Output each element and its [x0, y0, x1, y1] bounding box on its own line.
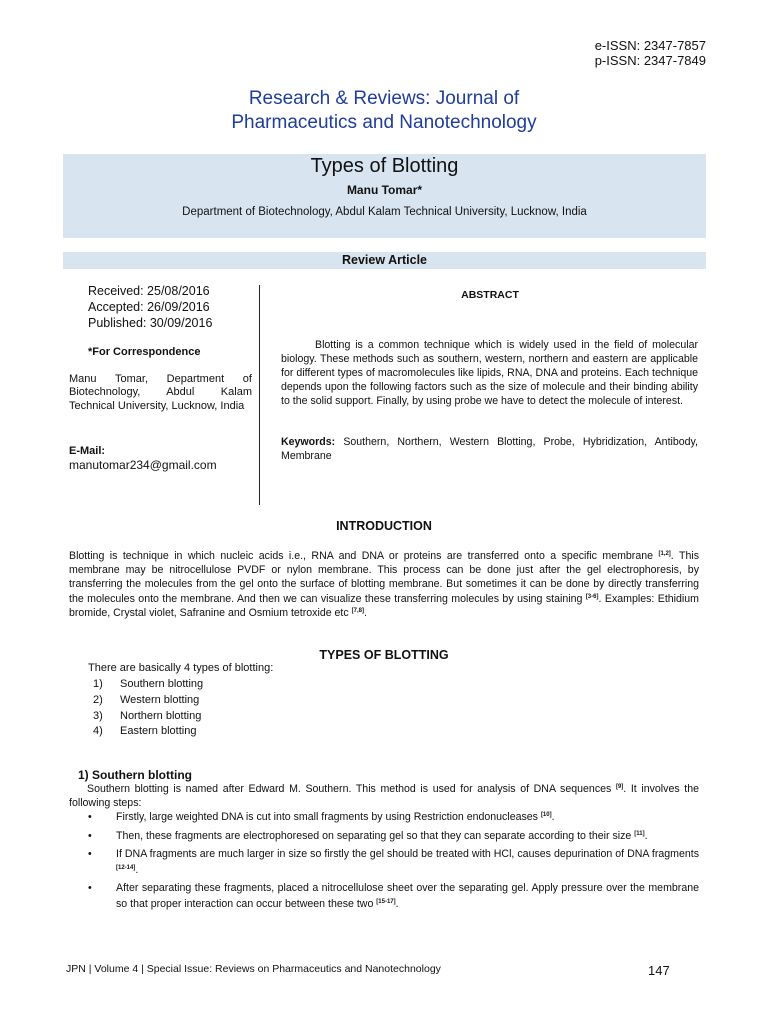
article-author: Manu Tomar* — [346, 183, 423, 197]
list-number: 2) — [93, 693, 103, 706]
intro-text-4: . — [363, 606, 367, 619]
step-text: Then, these fragments are electrophoresed on separating gel so that they can separate according to their size — [116, 829, 632, 842]
accepted-date: Accepted: 26/09/2016 — [88, 300, 210, 314]
author-affiliation: Department of Biotechnology, Abdul Kalam Technical University, Lucknow, India — [182, 206, 587, 218]
southern-text-2: . It involves the following steps: — [69, 783, 700, 810]
southern-text-1: Southern blotting is named after Edward M. Southern. This method is used for analysis of DNA sequences — [87, 783, 612, 795]
citation: [10] — [540, 812, 552, 818]
list-label: Northern blotting — [120, 709, 202, 722]
bullet-icon: • — [88, 848, 92, 861]
journal-title-line1: Research & Reviews: Journal of — [248, 88, 520, 109]
issn-block — [595, 38, 706, 68]
list-item — [93, 724, 203, 740]
abstract-heading: ABSTRACT — [461, 289, 519, 301]
list-number: 4) — [93, 725, 103, 738]
types-intro: There are basically 4 types of blotting: — [88, 662, 274, 674]
step-text: Firstly, large weighted DNA is cut into small fragments by using Restriction endonucleases — [116, 811, 538, 823]
citation: [3-6] — [585, 593, 599, 600]
article-dates — [88, 283, 212, 331]
bullet-icon: • — [88, 811, 92, 823]
types-heading: TYPES OF BLOTTING — [319, 648, 449, 662]
introduction-paragraph — [69, 549, 699, 620]
step-text: If DNA fragments are much larger in size so firstly the gel should be treated with HCl, causes depurination of DNA fragments — [116, 848, 699, 861]
types-list — [93, 677, 203, 740]
email-label: E-Mail: — [69, 445, 106, 457]
introduction-heading: INTRODUCTION — [336, 519, 432, 533]
list-item — [88, 829, 699, 845]
list-item — [93, 709, 203, 725]
list-label: Western blotting — [120, 693, 200, 706]
footer-journal-info: JPN | Volume 4 | Special Issue: Reviews on Pharmaceutics and Nanotechnology — [66, 963, 441, 975]
southern-steps — [88, 810, 699, 916]
list-item — [93, 693, 203, 709]
citation: [1,2] — [658, 551, 671, 557]
list-item — [88, 847, 699, 878]
pissn: p-ISSN: 2347-7849 — [594, 53, 706, 68]
southern-paragraph — [69, 782, 699, 810]
step-end: . — [395, 897, 399, 910]
list-label: Southern blotting — [120, 678, 204, 690]
step-end: . — [551, 811, 555, 823]
citation: [9] — [615, 784, 624, 790]
list-item — [88, 810, 699, 826]
list-number: 1) — [93, 678, 103, 690]
article-title: Types of Blotting — [310, 155, 459, 177]
list-number: 3) — [93, 709, 103, 722]
abstract-body: Blotting is a common technique which is widely used in the field of molecular biology. These methods such as southern, western, northern and eastern are applicable for different types of macromolecules like lipids, RNA, DNA and proteins. Each technique depends upon the following factors such as the size of molecule and their binding ability to the solid support. Finally, by using probe we have to detect the molecule of interest. — [281, 339, 698, 407]
step-end: . — [644, 829, 648, 842]
column-divider — [259, 285, 260, 505]
intro-text-2: . This membrane may be nitrocellulose PVDF or nylon membrane. This process can be done just after the gel electrophoresis, by transferring the molecules from the gel onto the surface of blotting membrane. But sometimes it can be done by directly transferring the molecules onto the membrane. And then we can visualize these transferring molecules by using staining — [69, 550, 699, 605]
step-end: . — [135, 863, 139, 876]
intro-text-1: Blotting is technique in which nucleic acids i.e., RNA and DNA or proteins are transferred onto a specific membrane — [69, 550, 654, 562]
journal-title — [0, 87, 768, 135]
citation: [11] — [634, 830, 645, 837]
step-text: After separating these fragments, placed a nitrocellulose sheet over the separating gel. Apply pressure over the membrane so that proper interaction can occur between these two — [116, 882, 699, 910]
keywords-label: Keywords: — [281, 436, 336, 448]
article-type: Review Article — [342, 253, 427, 267]
intro-text-3: . Examples: Ethidium bromide, Crystal violet, Safranine and Osmium tetroxide etc — [69, 592, 699, 619]
southern-heading: 1) Southern blotting — [78, 768, 192, 782]
page-number: 147 — [648, 963, 670, 978]
list-label: Eastern blotting — [120, 725, 197, 738]
correspondence-address: Manu Tomar, Department of Biotechnology, Abdul Kalam Technical University, Lucknow, India — [69, 373, 252, 412]
correspondence-label: *For Correspondence — [88, 346, 201, 358]
eissn: e-ISSN: 2347-7857 — [594, 38, 706, 53]
citation: [7,8] — [351, 607, 364, 614]
published-date: Published: 30/09/2016 — [88, 316, 213, 330]
journal-title-line2: Pharmaceutics and Nanotechnology — [231, 112, 537, 133]
list-item — [93, 677, 203, 693]
keywords — [281, 435, 698, 463]
bullet-icon: • — [88, 882, 92, 895]
bullet-icon: • — [88, 829, 92, 842]
list-item — [88, 881, 699, 912]
citation: [12-14] — [116, 864, 136, 871]
email-link[interactable]: manutomar234@gmail.com — [69, 458, 217, 472]
citation: [15-17] — [376, 898, 396, 905]
received-date: Received: 25/08/2016 — [88, 284, 210, 298]
keywords-list: Southern, Northern, Western Blotting, Probe, Hybridization, Antibody, Membrane — [281, 436, 698, 462]
